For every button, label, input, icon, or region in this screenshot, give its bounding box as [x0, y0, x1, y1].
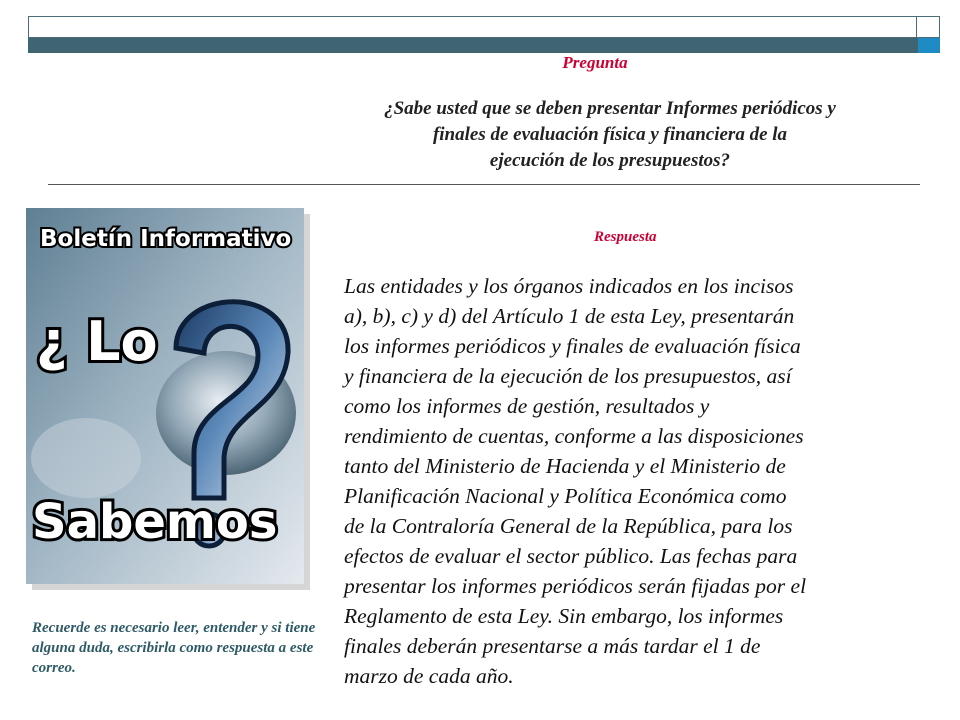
top-bar-end-box: [916, 17, 939, 37]
reminder-note: Recuerde es necesario leer, entender y si tiene alguna duda, escribirla como respuesta a este correo.: [32, 620, 316, 676]
poster-title: Boletín Informativo: [40, 226, 292, 252]
header-divider: [48, 184, 920, 185]
top-strip-end-block: [918, 38, 940, 53]
bulletin-poster: [26, 208, 304, 584]
top-decorative-bar: [28, 16, 940, 38]
answer-text: Las entidades y los órganos indicados en los incisos a), b), c) y d) del Artículo 1 de esta Ley, presentarán los informes periódicos y finales de evaluación física y financiera de la ejecución de los presupuestos, así como los informes de gestión, resultados y rendimiento de cuentas, conforme a las disposiciones tanto del Ministerio de Hacienda y el Ministerio de Planificación Nacional y Política Económica como de la Contraloría General de la República, para los efectos de evaluar el sector público. Las fechas para presentar los informes periódicos serán fijadas por el Reglamento de esta Ley. Sin embargo, los informes finales deberán presentarse a más tardar el 1 de marzo de cada año.: [344, 274, 807, 688]
top-decorative-strip: [28, 38, 940, 53]
question-label: Pregunta: [562, 53, 628, 72]
answer-label: Respuesta: [594, 229, 657, 245]
poster-line-1: ¿ Lo: [36, 310, 158, 373]
poster-line-2: Sabemos: [32, 494, 278, 550]
question-text: ¿Sabe usted que se deben presentar Informes periódicos y finales de evaluación física y financiera de la ejecución de los presupuestos?: [384, 98, 836, 171]
